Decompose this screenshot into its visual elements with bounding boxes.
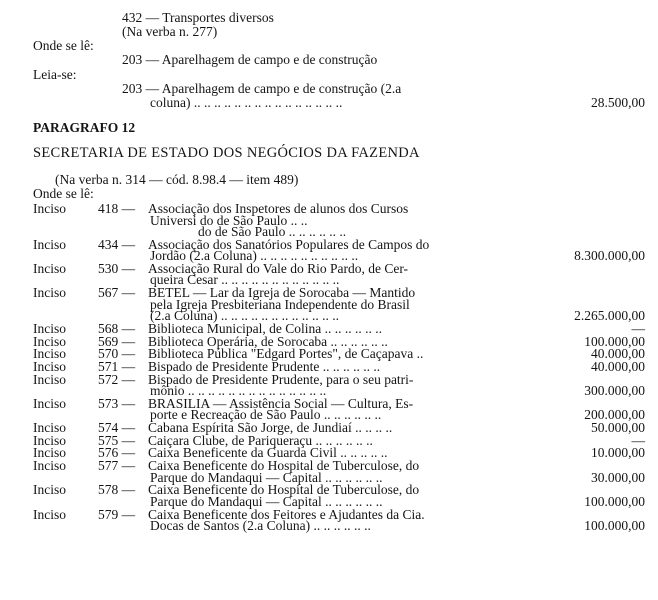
inciso-value: 100.000,00 (584, 518, 645, 533)
inciso-text-line: Caixa Beneficente do Hospital de Tuberculose, do (148, 458, 420, 474)
onde-se-le-1: Onde se lê: (33, 38, 94, 53)
inciso-text-line: Biblioteca Municipal, de Colina .. .. .. .. .. .. (148, 320, 382, 336)
inciso-text-line: Associação dos Inspetores de alunos dos Cursos (148, 201, 409, 216)
inciso-label: Inciso (33, 420, 66, 435)
inciso-label: Inciso (33, 333, 66, 349)
inciso-text-line: Caixa Beneficente da Guarda Civil .. .. .. .. .. (148, 445, 388, 461)
inciso-value: 30.000,00 (591, 469, 645, 485)
leia-se: Leia-se: (33, 67, 77, 82)
inciso-text-line: do de São Paulo .. .. .. .. .. .. (198, 224, 347, 239)
inciso-number: 569 — (98, 333, 136, 349)
inciso-number: 567 — (98, 285, 136, 301)
inciso-number: 571 — (98, 358, 136, 374)
inciso-text-line: Associação dos Sanatórios Populares de Campos do (148, 236, 430, 252)
inciso-text-line: Cabana Espírita São Jorge, de Jundiaí .. .. .. .. (148, 420, 393, 435)
verba-line: (Na verba n. 314 — cód. 8.98.4 — item 489) (55, 172, 299, 187)
inciso-text-line: Biblioteca Pública "Edgard Portes", de Caçapava .. (148, 346, 424, 362)
inciso-number: 570 — (98, 346, 136, 362)
paragrafo-heading: PARAGRAFO 12 (33, 120, 136, 135)
inciso-value: 8.300.000,00 (574, 248, 645, 264)
onde-se-le-2: Onde se lê: (33, 186, 94, 201)
inciso-text-line: Caixa Beneficente do Hospital de Tuberculose, do (148, 482, 420, 498)
inciso-text-line: Bispado de Presidente Prudente .. .. .. .. .. .. (148, 358, 381, 374)
inciso-number: 572 — (98, 371, 136, 387)
top-line-2: (Na verba n. 277) (122, 24, 218, 39)
inciso-text-line: Caiçara Clube, de Pariqueraçu .. .. .. .. .. .. (148, 432, 373, 448)
inciso-text-line: porte e Recreação de São Paulo .. .. .. .. .. .. (150, 407, 382, 423)
inciso-value: 50.000,00 (591, 420, 645, 435)
inciso-label: Inciso (33, 236, 66, 252)
top-line-3: 203 — Aparelhagem de campo e de construção (122, 52, 378, 67)
inciso-value: 40.000,00 (591, 346, 645, 362)
inciso-number: 573 — (98, 395, 136, 411)
inciso-number: 434 — (98, 236, 136, 252)
inciso-label: Inciso (33, 506, 66, 522)
inciso-number: 577 — (98, 458, 136, 474)
inciso-text-line: Docas de Santos (2.a Coluna) .. .. .. .. .. .. (150, 518, 371, 533)
inciso-text-line: Biblioteca Operária, de Sorocaba .. .. .. .. .. .. (148, 333, 388, 349)
inciso-text-line: pela Igreja Presbiteriana Independente do Brasil (150, 296, 410, 312)
inciso-value: — (631, 320, 645, 336)
inciso-label: Inciso (33, 285, 66, 301)
inciso-label: Inciso (33, 445, 66, 461)
top-line-5: coluna) .. .. .. .. .. .. .. .. .. .. .. .. .. .. .. (150, 95, 343, 110)
inciso-text-line: Parque do Mandaqui — Capital .. .. .. .. .. .. (150, 493, 383, 509)
inciso-text-line: BRASILIA — Assistência Social — Cultura, Es- (148, 395, 414, 411)
inciso-label: Inciso (33, 395, 66, 411)
secretaria-heading: SECRETARIA DE ESTADO DOS NEGÓCIOS DA FAZENDA (33, 145, 420, 161)
inciso-number: 576 — (98, 445, 136, 461)
inciso-text-line: Parque do Mandaqui — Capital .. .. .. .. .. .. (150, 469, 383, 485)
inciso-value: 2.265.000,00 (574, 308, 645, 324)
inciso-number: 578 — (98, 482, 136, 498)
inciso-value: 10.000,00 (591, 445, 645, 461)
inciso-value: 100.000,00 (584, 493, 645, 509)
inciso-text-line: (2.a Coluna) .. .. .. .. .. .. .. .. .. .. .. .. (150, 308, 339, 324)
inciso-number: 530 — (98, 260, 136, 276)
inciso-text-line: Associação Rural do Vale do Rio Pardo, de Cer- (148, 260, 409, 276)
top-line-4: 203 — Aparelhagem de campo e de construção (2.a (122, 81, 402, 96)
top-value: 28.500,00 (591, 95, 645, 110)
inciso-label: Inciso (33, 432, 66, 448)
inciso-value: 40.000,00 (591, 358, 645, 374)
inciso-number: 568 — (98, 320, 136, 336)
inciso-text-line: Jordão (2.a Coluna) .. .. .. .. .. .. .. .. .. .. (150, 248, 359, 264)
inciso-number: 575 — (98, 432, 136, 448)
inciso-value: 200.000,00 (584, 407, 645, 423)
inciso-label: Inciso (33, 320, 66, 336)
inciso-text-line: mônio .. .. .. .. .. .. .. .. .. .. .. .. .. .. (150, 383, 327, 399)
top-line-1: 432 — Transportes diversos (122, 10, 274, 25)
inciso-text-line: Universi do de São Paulo .. .. (150, 212, 308, 228)
inciso-label: Inciso (33, 482, 66, 498)
inciso-label: Inciso (33, 371, 66, 387)
inciso-text-line: Caixa Beneficente dos Feitores e Ajudantes da Cia. (148, 506, 425, 522)
inciso-number: 579 — (98, 506, 136, 522)
inciso-label: Inciso (33, 201, 66, 216)
inciso-label: Inciso (33, 260, 66, 276)
inciso-label: Inciso (33, 358, 66, 374)
inciso-label: Inciso (33, 346, 66, 362)
inciso-number: 574 — (98, 420, 136, 435)
inciso-value: — (631, 432, 645, 448)
inciso-text-line: queira Cesar .. .. .. .. .. .. .. .. .. .. .. .. (150, 272, 340, 288)
inciso-number: 418 — (98, 201, 136, 216)
inciso-label: Inciso (33, 458, 66, 474)
inciso-text-line: Bispado de Presidente Prudente, para o seu patri- (148, 371, 414, 387)
inciso-value: 100.000,00 (584, 333, 645, 349)
inciso-text-line: BETEL — Lar da Igreja de Sorocaba — Mantido (148, 285, 416, 301)
inciso-value: 300.000,00 (584, 383, 645, 399)
